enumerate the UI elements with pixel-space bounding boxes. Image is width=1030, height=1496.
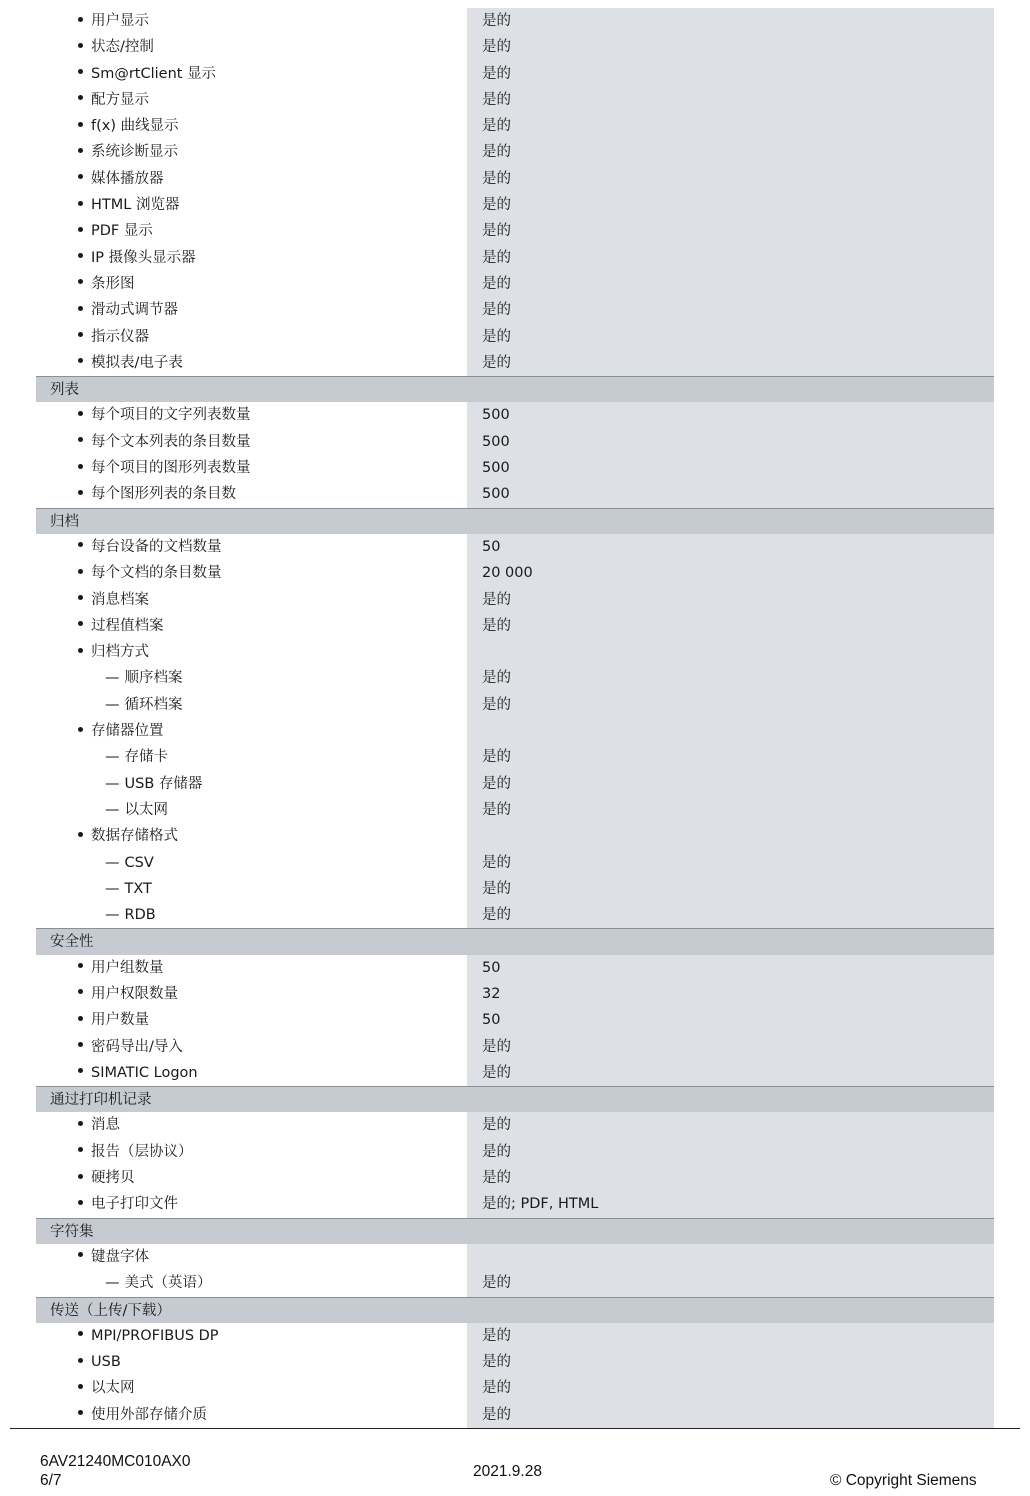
label-text: USB bbox=[91, 1354, 121, 1371]
spec-row bbox=[36, 166, 994, 192]
spec-row bbox=[36, 455, 994, 481]
label-text: 配方显示 bbox=[91, 91, 149, 108]
spec-label bbox=[36, 139, 467, 165]
spec-row bbox=[36, 718, 994, 744]
spec-label bbox=[36, 1402, 467, 1428]
spec-row bbox=[36, 192, 994, 218]
bullet-icon bbox=[78, 69, 83, 74]
label-text: 滑动式调节器 bbox=[91, 302, 178, 319]
spec-value: 是的 bbox=[467, 166, 994, 192]
spec-label bbox=[36, 166, 467, 192]
spec-row bbox=[36, 113, 994, 139]
spec-value bbox=[467, 509, 994, 534]
spec-value: 是的 bbox=[467, 8, 994, 34]
spec-row bbox=[36, 534, 994, 560]
spec-value: 是的 bbox=[467, 1112, 994, 1138]
document-date: 2021.9.28 bbox=[473, 1463, 542, 1480]
spec-row bbox=[36, 1323, 994, 1349]
spec-label bbox=[36, 8, 467, 34]
article-number: 6AV21240MC010AX0 bbox=[40, 1453, 191, 1470]
dash-icon: — bbox=[105, 907, 120, 924]
spec-row bbox=[36, 1034, 994, 1060]
label-text: 每个图形列表的条目数 bbox=[91, 486, 236, 503]
spec-value: 是的 bbox=[467, 771, 994, 797]
section-header bbox=[36, 508, 994, 534]
spec-label bbox=[36, 823, 467, 849]
spec-value bbox=[467, 1244, 994, 1270]
label-text: 用户组数量 bbox=[91, 959, 164, 976]
spec-label bbox=[36, 1244, 467, 1270]
spec-value: 是的 bbox=[467, 1402, 994, 1428]
footer-divider bbox=[10, 1428, 1020, 1429]
spec-label bbox=[36, 744, 467, 770]
section-title bbox=[36, 509, 467, 534]
label-text: Sm@rtClient 显示 bbox=[91, 65, 217, 82]
spec-label bbox=[36, 1165, 467, 1191]
section-title bbox=[36, 377, 467, 402]
spec-label bbox=[36, 560, 467, 586]
spec-label bbox=[36, 113, 467, 139]
bullet-icon bbox=[78, 253, 83, 258]
spec-value bbox=[467, 639, 994, 665]
label-text: 安全性 bbox=[50, 934, 94, 951]
bullet-icon bbox=[78, 1042, 83, 1047]
label-text: 状态/控制 bbox=[91, 39, 154, 56]
section-title bbox=[36, 1298, 467, 1323]
spec-label bbox=[36, 1270, 467, 1296]
label-text: 美式（英语） bbox=[124, 1275, 212, 1292]
spec-label bbox=[36, 1323, 467, 1349]
spec-value: 是的 bbox=[467, 1349, 994, 1375]
spec-label bbox=[36, 297, 467, 323]
spec-row bbox=[36, 981, 994, 1007]
spec-value: 32 bbox=[467, 981, 994, 1007]
spec-value: 是的 bbox=[467, 34, 994, 60]
bullet-icon bbox=[78, 569, 83, 574]
spec-value bbox=[467, 1219, 994, 1244]
label-text: IP 摄像头显示器 bbox=[91, 249, 196, 266]
spec-row bbox=[36, 744, 994, 770]
label-text: 以太网 bbox=[91, 1380, 135, 1397]
label-text: 用户数量 bbox=[91, 1012, 149, 1029]
bullet-icon bbox=[78, 1068, 83, 1073]
bullet-icon bbox=[78, 464, 83, 469]
label-text: USB 存储器 bbox=[124, 775, 203, 792]
label-text: TXT bbox=[124, 880, 152, 897]
bullet-icon bbox=[78, 1358, 83, 1363]
section-title bbox=[36, 929, 467, 954]
spec-label bbox=[36, 87, 467, 113]
bullet-icon bbox=[78, 122, 83, 127]
spec-label bbox=[36, 350, 467, 376]
bullet-icon bbox=[78, 95, 83, 100]
dash-icon: — bbox=[105, 696, 120, 713]
spec-row bbox=[36, 271, 994, 297]
bullet-icon bbox=[78, 1200, 83, 1205]
spec-label bbox=[36, 797, 467, 823]
label-text: 电子打印文件 bbox=[91, 1196, 178, 1213]
spec-row bbox=[36, 797, 994, 823]
spec-row bbox=[36, 1349, 994, 1375]
label-text: 用户权限数量 bbox=[91, 985, 178, 1002]
bullet-icon bbox=[78, 1331, 83, 1336]
spec-value: 50 bbox=[467, 955, 994, 981]
section-header bbox=[36, 1297, 994, 1323]
spec-row bbox=[36, 402, 994, 428]
bullet-icon bbox=[78, 595, 83, 600]
bullet-icon bbox=[78, 43, 83, 48]
dash-icon: — bbox=[105, 880, 120, 897]
spec-label bbox=[36, 34, 467, 60]
spec-row bbox=[36, 1375, 994, 1401]
label-text: 硬拷贝 bbox=[91, 1170, 135, 1187]
bullet-icon bbox=[78, 332, 83, 337]
label-text: 使用外部存储介质 bbox=[91, 1406, 207, 1423]
spec-value: 是的 bbox=[467, 113, 994, 139]
label-text: 每台设备的文档数量 bbox=[91, 538, 222, 555]
bullet-icon bbox=[78, 1121, 83, 1126]
spec-value: 是的 bbox=[467, 665, 994, 691]
spec-row bbox=[36, 1191, 994, 1217]
spec-row bbox=[36, 429, 994, 455]
spec-row bbox=[36, 771, 994, 797]
bullet-icon bbox=[78, 1410, 83, 1415]
spec-label bbox=[36, 324, 467, 350]
bullet-icon bbox=[78, 832, 83, 837]
spec-row bbox=[36, 1112, 994, 1138]
spec-label bbox=[36, 902, 467, 928]
spec-label bbox=[36, 692, 467, 718]
spec-row bbox=[36, 876, 994, 902]
spec-table bbox=[36, 8, 994, 1428]
spec-value: 是的 bbox=[467, 350, 994, 376]
spec-value: 是的 bbox=[467, 1323, 994, 1349]
label-text: 报告（层协议） bbox=[91, 1143, 193, 1160]
label-text: 用户显示 bbox=[91, 13, 149, 29]
label-text: 循环档案 bbox=[124, 696, 183, 713]
spec-label bbox=[36, 1349, 467, 1375]
label-text: 条形图 bbox=[91, 275, 135, 292]
spec-row bbox=[36, 1402, 994, 1428]
spec-label bbox=[36, 1007, 467, 1033]
bullet-icon bbox=[78, 542, 83, 547]
spec-value: 500 bbox=[467, 455, 994, 481]
label-text: 传送（上传/下载） bbox=[50, 1302, 171, 1319]
spec-label bbox=[36, 955, 467, 981]
spec-row bbox=[36, 481, 994, 507]
bullet-icon bbox=[78, 227, 83, 232]
spec-label bbox=[36, 639, 467, 665]
bullet-icon bbox=[78, 279, 83, 284]
spec-row bbox=[36, 850, 994, 876]
spec-row bbox=[36, 692, 994, 718]
spec-value bbox=[467, 1298, 994, 1323]
spec-label bbox=[36, 245, 467, 271]
spec-value: 是的 bbox=[467, 876, 994, 902]
spec-row bbox=[36, 955, 994, 981]
spec-label bbox=[36, 271, 467, 297]
spec-value bbox=[467, 718, 994, 744]
spec-row bbox=[36, 560, 994, 586]
label-text: 每个文本列表的条目数量 bbox=[91, 433, 251, 450]
bullet-icon bbox=[78, 648, 83, 653]
spec-value: 是的 bbox=[467, 1060, 994, 1086]
section-header bbox=[36, 1086, 994, 1112]
spec-value: 是的 bbox=[467, 218, 994, 244]
spec-row bbox=[36, 139, 994, 165]
label-text: 存储卡 bbox=[124, 749, 168, 766]
bullet-icon bbox=[78, 1252, 83, 1257]
bullet-icon bbox=[78, 437, 83, 442]
spec-label bbox=[36, 1375, 467, 1401]
bullet-icon bbox=[78, 17, 83, 22]
label-text: 顺序档案 bbox=[124, 670, 183, 687]
bullet-icon bbox=[78, 411, 83, 416]
spec-value: 是的 bbox=[467, 797, 994, 823]
dash-icon: — bbox=[105, 801, 120, 818]
label-text: HTML 浏览器 bbox=[91, 197, 180, 214]
spec-row bbox=[36, 218, 994, 244]
spec-label bbox=[36, 1060, 467, 1086]
spec-value bbox=[467, 377, 994, 402]
spec-label bbox=[36, 981, 467, 1007]
spec-row bbox=[36, 1244, 994, 1270]
spec-row bbox=[36, 245, 994, 271]
spec-label bbox=[36, 771, 467, 797]
spec-row bbox=[36, 639, 994, 665]
spec-row bbox=[36, 61, 994, 87]
spec-label bbox=[36, 718, 467, 744]
spec-row bbox=[36, 587, 994, 613]
spec-label bbox=[36, 665, 467, 691]
label-text: 数据存储格式 bbox=[91, 828, 178, 845]
label-text: 每个项目的文字列表数量 bbox=[91, 407, 251, 424]
spec-row bbox=[36, 1139, 994, 1165]
spec-label bbox=[36, 1034, 467, 1060]
section-header bbox=[36, 1218, 994, 1244]
spec-row bbox=[36, 823, 994, 849]
label-text: 指示仪器 bbox=[91, 328, 149, 345]
label-text: 归档 bbox=[50, 513, 79, 530]
spec-label bbox=[36, 481, 467, 507]
label-text: MPI/PROFIBUS DP bbox=[91, 1327, 219, 1344]
spec-label bbox=[36, 429, 467, 455]
spec-value: 是的 bbox=[467, 297, 994, 323]
spec-value: 是的 bbox=[467, 1270, 994, 1296]
section-title bbox=[36, 1087, 467, 1112]
spec-row bbox=[36, 324, 994, 350]
bullet-icon bbox=[78, 148, 83, 153]
spec-value: 20 000 bbox=[467, 560, 994, 586]
bullet-icon bbox=[78, 963, 83, 968]
spec-row bbox=[36, 1165, 994, 1191]
dash-icon: — bbox=[105, 749, 120, 766]
dash-icon: — bbox=[105, 775, 120, 792]
spec-row bbox=[36, 613, 994, 639]
spec-label bbox=[36, 218, 467, 244]
bullet-icon bbox=[78, 621, 83, 626]
spec-label bbox=[36, 402, 467, 428]
label-text: 以太网 bbox=[124, 801, 168, 818]
spec-value bbox=[467, 1087, 994, 1112]
copyright-notice: © Copyright Siemens bbox=[830, 1472, 977, 1489]
dash-icon: — bbox=[105, 670, 120, 687]
spec-row bbox=[36, 297, 994, 323]
spec-value: 是的 bbox=[467, 692, 994, 718]
spec-label bbox=[36, 613, 467, 639]
label-text: 模拟表/电子表 bbox=[91, 354, 183, 371]
spec-row bbox=[36, 902, 994, 928]
spec-row bbox=[36, 1060, 994, 1086]
spec-value: 是的 bbox=[467, 587, 994, 613]
label-text: RDB bbox=[124, 907, 156, 924]
label-text: f(x) 曲线显示 bbox=[91, 118, 179, 135]
spec-value: 500 bbox=[467, 402, 994, 428]
label-text: 键盘字体 bbox=[91, 1248, 149, 1265]
spec-value: 是的 bbox=[467, 613, 994, 639]
spec-value: 50 bbox=[467, 534, 994, 560]
label-text: 每个项目的图形列表数量 bbox=[91, 460, 251, 477]
spec-value: 是的 bbox=[467, 87, 994, 113]
bullet-icon bbox=[78, 1016, 83, 1021]
spec-label bbox=[36, 850, 467, 876]
label-text: CSV bbox=[124, 854, 154, 871]
dash-icon: — bbox=[105, 854, 120, 871]
label-text: 系统诊断显示 bbox=[91, 144, 178, 161]
section-header bbox=[36, 376, 994, 402]
spec-row bbox=[36, 350, 994, 376]
spec-row bbox=[36, 34, 994, 60]
spec-row bbox=[36, 87, 994, 113]
spec-label bbox=[36, 534, 467, 560]
bullet-icon bbox=[78, 989, 83, 994]
spec-label bbox=[36, 192, 467, 218]
spec-value: 是的 bbox=[467, 850, 994, 876]
label-text: 消息 bbox=[91, 1117, 120, 1134]
spec-value: 50 bbox=[467, 1007, 994, 1033]
spec-row bbox=[36, 8, 994, 34]
spec-value: 是的 bbox=[467, 61, 994, 87]
label-text: 列表 bbox=[50, 382, 79, 399]
spec-label bbox=[36, 1191, 467, 1217]
label-text: 通过打印机记录 bbox=[50, 1092, 152, 1109]
label-text: 密码导出/导入 bbox=[91, 1038, 183, 1055]
spec-value: 是的 bbox=[467, 324, 994, 350]
spec-value: 是的 bbox=[467, 1165, 994, 1191]
bullet-icon bbox=[78, 358, 83, 363]
label-text: 媒体播放器 bbox=[91, 170, 164, 187]
spec-value: 是的; PDF, HTML bbox=[467, 1191, 994, 1217]
spec-value: 是的 bbox=[467, 245, 994, 271]
bullet-icon bbox=[78, 201, 83, 206]
label-text: 消息档案 bbox=[91, 591, 149, 608]
page-number: 6/7 bbox=[40, 1472, 62, 1489]
label-text: 字符集 bbox=[50, 1223, 94, 1240]
label-text: PDF 显示 bbox=[91, 223, 153, 240]
spec-label bbox=[36, 1139, 467, 1165]
spec-value: 是的 bbox=[467, 1139, 994, 1165]
label-text: 过程值档案 bbox=[91, 617, 164, 634]
spec-row bbox=[36, 1270, 994, 1296]
spec-row bbox=[36, 1007, 994, 1033]
bullet-icon bbox=[78, 1147, 83, 1152]
spec-label bbox=[36, 587, 467, 613]
section-header bbox=[36, 928, 994, 954]
spec-value: 500 bbox=[467, 481, 994, 507]
spec-value: 是的 bbox=[467, 902, 994, 928]
bullet-icon bbox=[78, 306, 83, 311]
spec-value bbox=[467, 929, 994, 954]
spec-label bbox=[36, 876, 467, 902]
label-text: 归档方式 bbox=[91, 644, 149, 661]
spec-row bbox=[36, 665, 994, 691]
bullet-icon bbox=[78, 174, 83, 179]
spec-value: 是的 bbox=[467, 1375, 994, 1401]
spec-value: 是的 bbox=[467, 192, 994, 218]
bullet-icon bbox=[78, 1384, 83, 1389]
bullet-icon bbox=[78, 490, 83, 495]
spec-label bbox=[36, 455, 467, 481]
spec-label bbox=[36, 61, 467, 87]
spec-value: 500 bbox=[467, 429, 994, 455]
spec-value: 是的 bbox=[467, 139, 994, 165]
section-title bbox=[36, 1219, 467, 1244]
spec-value: 是的 bbox=[467, 271, 994, 297]
spec-value bbox=[467, 823, 994, 849]
dash-icon: — bbox=[105, 1275, 120, 1292]
spec-value: 是的 bbox=[467, 744, 994, 770]
label-text: 存储器位置 bbox=[91, 723, 164, 740]
bullet-icon bbox=[78, 727, 83, 732]
spec-label bbox=[36, 1112, 467, 1138]
bullet-icon bbox=[78, 1174, 83, 1179]
label-text: SIMATIC Logon bbox=[91, 1064, 198, 1081]
label-text: 每个文档的条目数量 bbox=[91, 565, 222, 582]
spec-value: 是的 bbox=[467, 1034, 994, 1060]
